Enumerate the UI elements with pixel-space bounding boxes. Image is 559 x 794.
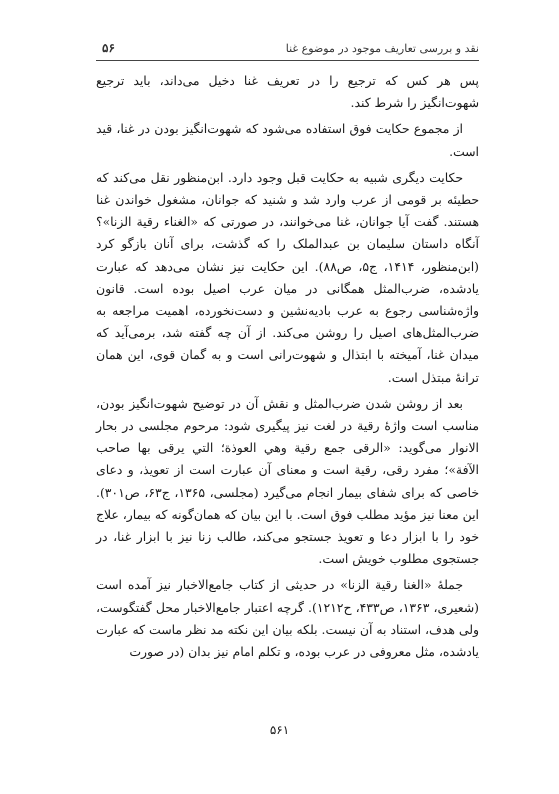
page-number: ۵۶۱ [269, 723, 290, 737]
paragraph: حکایت دیگری شبیه به حکایت قبل وجود دارد. ابن‌منظور نقل می‌کند که حطیئه بر قومی از عرب وارد شد و شنید که جوانان، مشغول خواندن غنا هستند. گفت آیا جوانان، غنا می‌خوانند، در صورتی که «الغناء رقیة الزنا»؟ آنگاه داستان سلیمان بن عبدالملک را که گذشت، برای آنان بازگو کرد (ابن‌منظور، ۱۴۱۴، ج۵، ص۸۸). این حکایت نیز نشان می‌دهد که عبارت یادشده، ضرب‌المثل همگانی در میان عرب اصیل بوده است. قانون واژه‌شناسی رجوع به عرب بادیه‌نشین و دست‌نخورده، اهمیت مراجعه به ضرب‌المثل‌های اصیل را روشن می‌کند. از آن چه گفته شد، برمی‌آید که میدان غنا، آمیخته با ابتذال و شهوت‌رانی است و به گمان قوی، این همان ترانهٔ مبتذل است. [96, 169, 480, 385]
body-text [96, 70, 479, 663]
paragraph: پس هر کس که ترجیع را در تعریف غنا دخیل می‌داند، باید ترجیع شهوت‌انگیز را شرط کند. [96, 73, 479, 111]
running-header-page-mark: ۵۶ [102, 41, 115, 55]
running-header [96, 38, 479, 58]
running-header-title: نقد و بررسی تعاریف موجود در موضوع غنا [285, 41, 479, 55]
header-rule [96, 60, 479, 61]
paragraph: بعد از روشن شدن ضرب‌المثل و نقش آن در توضیح شهوت‌انگیز بودن، مناسب است واژهٔ رقیة در لغت نیز پیگیری شود: مرحوم مجلسی در بحار الانوار می‌گوید: «الرقی جمع رقیة وهي العوذة؛ التي يرقی بها صاحب الآفة»؛ مفرد رقی، رقیة است و معنای آن عبارت است از تعویذ، و دعای خاصی که برای شفای بیمار انجام می‌گیرد (مجلسی، ۱۳۶۵، ج۶۳، ص۳۰۱). این معنا نیز مؤید مطلب فوق است. با این بیان که همان‌گونه که بیمار، علاج خود را با ابزار دعا و تعویذ جستجو می‌کند، طالب زنا نیز با ابزار غنا، در جستجوی مطلوب خویش است. [96, 395, 480, 567]
paragraph: جملهٔ «الغنا رقیة الزنا» در حدیثی از کتاب جامع‌الاخبار نیز آمده است (شعیری، ۱۳۶۳، ص۴۳۳، ح۱۲۱۲). گرچه اعتبار جامع‌الاخبار محل گفتگوست، ولی هدف، استناد به آن نیست. بلکه بیان این نکته مد نظر ماست که عبارت یادشده، مثل معروفی در عرب بوده، و تکلم امام نیز بدان (در صورت [96, 577, 479, 660]
paragraph: از مجموع حکایت فوق استفاده می‌شود که شهوت‌انگیز بودن در غنا، قید است. [96, 121, 479, 159]
